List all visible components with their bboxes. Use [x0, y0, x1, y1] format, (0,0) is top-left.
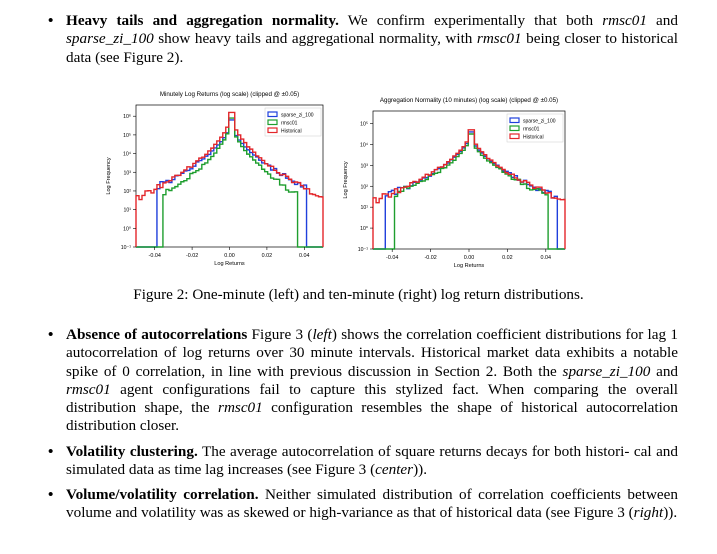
bullet-heading: Volume/volatility correlation.: [66, 486, 259, 503]
bullet-heading: Volatility clustering.: [66, 443, 198, 460]
bullet-dot: •: [48, 12, 54, 29]
x-tick-label: -0.02: [185, 253, 199, 259]
text-run: Neither simulated distribution of correlation coefficients between volume and volatility was as skewed or high-variance as that of historical data (see Figure 3 (: [66, 486, 678, 522]
y-tick-label: 10¹: [123, 207, 131, 214]
bullet-heavy-tails: [48, 12, 678, 72]
y-tick-label: 10⁰: [123, 226, 131, 233]
y-tick-label: 10²: [123, 188, 131, 195]
text-run: show heavy tails and aggregational normality, with: [153, 30, 477, 48]
text-run: )).: [413, 461, 428, 479]
legend-label: sparse_zi_100: [281, 112, 314, 119]
legend-label: Historical: [281, 128, 302, 135]
bullet-dot: •: [48, 326, 54, 343]
y-tick-label: 10³: [360, 163, 368, 170]
y-tick-label: 10⁴: [123, 151, 131, 158]
config-name: rmsc01: [602, 12, 647, 29]
x-tick-label: 0.04: [299, 253, 310, 259]
y-tick-label: 10⁵: [123, 132, 131, 139]
x-axis-label: Log Returns: [453, 263, 485, 269]
bullet-autocorrelations: [48, 326, 678, 436]
y-tick-label: 10⁴: [360, 142, 368, 149]
y-tick-label: 10⁶: [123, 114, 131, 121]
series-sparse-zi-100: [373, 132, 565, 249]
x-tick-label: 0.00: [224, 253, 235, 259]
bullet-volatility-clustering: [48, 443, 678, 483]
y-axis-label: Log Frequency: [106, 157, 112, 195]
figure-caption: Figure 2: One-minute (left) and ten-minute (right) log return distributions.: [133, 286, 584, 303]
config-name: rmsc01: [218, 399, 263, 417]
y-tick-label: 10⁰: [360, 226, 368, 233]
bullet-dot: •: [48, 486, 54, 503]
config-name: sparse_zi_100: [66, 30, 154, 48]
y-tick-label: 10⁻¹: [357, 247, 368, 253]
x-tick-label: 0.02: [261, 253, 273, 259]
x-tick-label: 0.04: [540, 255, 552, 261]
legend-label: rmsc01: [523, 126, 540, 133]
legend-label: sparse_zi_100: [523, 118, 556, 125]
legend-label: Historical: [523, 134, 544, 141]
bullet-dot: •: [48, 443, 54, 460]
bullet-heading: Heavy tails and aggregation normality.: [66, 12, 339, 29]
chart-aggregation-normality: [335, 93, 580, 273]
x-tick-label: -0.04: [148, 253, 161, 259]
chart-minutely-log-returns: [90, 85, 340, 270]
y-tick-label: 10⁻¹: [120, 245, 131, 251]
y-axis-label: Log Frequency: [343, 161, 349, 199]
y-tick-label: 10⁵: [360, 121, 368, 128]
text-run: Figure 3 (: [247, 326, 313, 343]
legend-label: rmsc01: [281, 120, 298, 127]
bullet-volume-volatility: [48, 486, 678, 546]
text-run: We confirm experimentally that both: [338, 12, 603, 29]
text-run: The average autocorrelation of square returns decays for both histori- cal and simulated data as time lag increases (see Figure 3 (: [66, 443, 678, 479]
bullet-text: [66, 12, 678, 67]
y-tick-label: 10³: [123, 170, 131, 177]
text-run: agent configurations fail to capture this stylized fact. When comparing the overall distribution shape, the: [66, 380, 678, 417]
x-tick-label: -0.04: [386, 255, 399, 261]
bullet-text: [66, 326, 678, 436]
figure-ref: right: [633, 504, 664, 522]
x-tick-label: -0.02: [424, 255, 437, 261]
figure-ref: center: [375, 461, 414, 479]
text-run: ) shows the correlation coefficient distributions for lag 1 autocorrelation of log returns over 30 minute intervals. Historical market data exhibits a notable spike of 0 correlation, in line with previous discussion in Section 2. Both the: [66, 326, 678, 380]
x-tick-label: 0.00: [463, 255, 475, 261]
bullet-heading: Absence of autocorrelations: [66, 326, 248, 343]
x-tick-label: 0.02: [502, 255, 513, 261]
bullet-text: [66, 486, 678, 523]
config-name: rmsc01: [476, 30, 522, 48]
y-tick-label: 10²: [360, 184, 368, 191]
text-run: configuration resembles the shape of historical autocorrelation distribution closer.: [66, 399, 678, 435]
y-tick-label: 10¹: [360, 205, 368, 212]
config-name: sparse_zi_100: [562, 362, 651, 380]
series-rmsc01: [373, 134, 565, 249]
text-run: )).: [663, 504, 678, 522]
chart-title: Aggregation Normality (10 minutes) (log scale) (clipped @ ±0.05): [379, 97, 559, 104]
bullet-text: [66, 443, 678, 480]
x-axis-label: Log Returns: [214, 261, 245, 267]
config-name: rmsc01: [66, 380, 111, 398]
chart-title: Minutely Log Returns (log scale) (clipped @ ±0.05): [159, 91, 300, 98]
text-run: being closer to historical data (see Figure 2).: [66, 30, 678, 66]
figure-ref: left: [312, 326, 332, 343]
text-run: and: [650, 362, 679, 380]
text-run: and: [646, 12, 678, 29]
